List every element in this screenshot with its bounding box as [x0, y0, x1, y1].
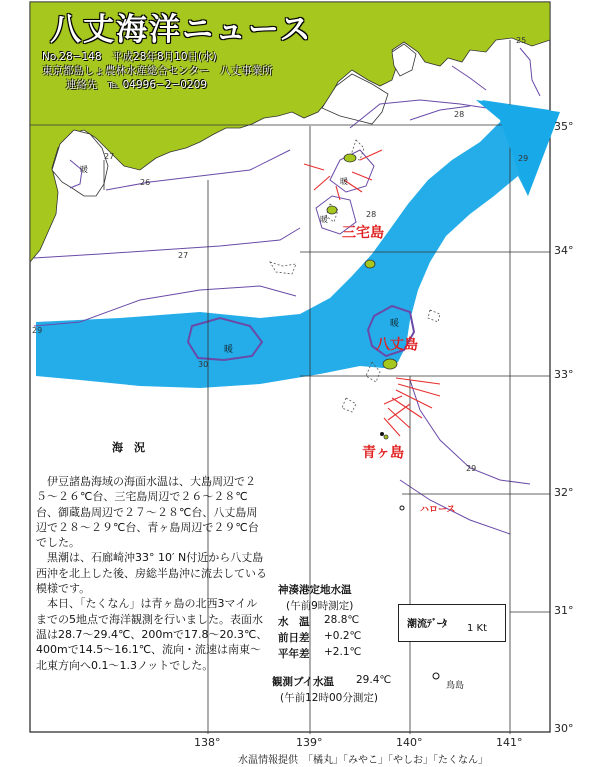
- isotherm-label: 27: [104, 152, 115, 161]
- org-line: 東京都島しょ農林水産総合センター 八丈事業所: [42, 65, 273, 77]
- data-credit: 水温情報提供 「橘丸」「みやこ」「やしお」「たくなん」: [238, 755, 488, 766]
- prev-day-label: 前日差: [278, 632, 310, 644]
- isotherm-label: 30: [198, 360, 209, 369]
- lat-tick-34: 34°: [554, 244, 574, 257]
- isotherm-label: 29: [466, 464, 477, 473]
- report-paragraph: 黒潮は、石廊崎沖33° 10′ N付近から八丈島西沖を北上した後、房総半島沖に流去している模様です。: [36, 551, 267, 596]
- isotherm-label: 28: [366, 210, 377, 219]
- label-hachijo: 八丈島: [376, 337, 418, 353]
- lon-tick-141: 141°: [496, 736, 523, 749]
- report-text: [36, 474, 268, 673]
- lat-tick-35: 35°: [554, 120, 574, 133]
- normal-label: 平年差: [278, 648, 310, 660]
- isotherm-label: 25: [516, 36, 527, 45]
- isotherm-label: 27: [178, 251, 189, 260]
- report-paragraph: 本日、「たくなん」は青ヶ島の北西3マイルまでの5地点で海洋観測を行いました。表面水温は28.7〜29.4℃、200mで17.8〜20.3℃、400mで14.5〜16.1℃、流向・流速は南東〜北東方向へ0.1〜1.3ノットでした。: [36, 597, 268, 672]
- lat-tick-31: 31°: [554, 604, 574, 617]
- normal-value: +2.1℃: [324, 646, 362, 658]
- page-title: 八丈海洋ニュース: [50, 12, 313, 48]
- warm-marker: 暖: [224, 345, 234, 355]
- buoy-value: 29.4℃: [356, 674, 392, 686]
- warm-marker: 暖: [80, 165, 88, 174]
- legend-label: 潮流ﾃﾞｰﾀ: [407, 619, 447, 630]
- isotherm-label: 29: [518, 154, 529, 163]
- contact-line: 連絡先 ℡ 04996−2−0209: [66, 79, 208, 91]
- lat-tick-32: 32°: [554, 486, 574, 499]
- lat-tick-33: 33°: [554, 368, 574, 381]
- issue-line: No.28−148 平成28年8月10日(水): [42, 51, 217, 63]
- kaminato-time: (午前9時測定): [286, 600, 354, 612]
- isotherm-label: 29: [32, 326, 43, 335]
- warm-marker: 暖: [390, 319, 400, 329]
- label-torishima: 鳥島: [446, 681, 465, 691]
- buoy-marker: [380, 432, 384, 436]
- torishima-marker: [433, 673, 439, 679]
- isotherm-label: 26: [140, 178, 151, 187]
- lon-tick-138: 138°: [194, 736, 221, 749]
- report-paragraph: 伊豆諸島海域の海面水温は、大島周辺で２５〜２６℃台、三宅島周辺で２６〜２８℃台、御蔵島周辺で２７〜２８℃台、八丈島周辺で２８〜２９℃台、青ヶ島周辺で２９℃台でした。: [36, 475, 259, 550]
- buoy-time: (午前12時00分測定): [280, 692, 378, 704]
- kaminato-title: 神湊港定地水温: [278, 584, 352, 596]
- isotherm-label: 28: [454, 110, 465, 119]
- current-legend: [398, 604, 506, 642]
- lon-tick-140: 140°: [396, 736, 423, 749]
- label-harose: ハロース: [420, 505, 456, 515]
- harose-marker: [400, 506, 404, 510]
- water-temp-value: 28.8℃: [324, 614, 360, 626]
- lat-tick-30: 30°: [554, 722, 574, 735]
- warm-marker: 暖: [320, 215, 328, 224]
- buoy-label: 観測ブイ水温: [272, 676, 335, 688]
- legend-scale: 1 Kt: [467, 623, 488, 634]
- label-aogashima: 青ヶ島: [362, 445, 404, 461]
- water-temp-label: 水 温: [278, 616, 310, 628]
- report-heading: 海 況: [112, 441, 145, 454]
- lon-tick-139: 139°: [296, 736, 323, 749]
- label-miyake: 三宅島: [342, 225, 384, 241]
- warm-marker: 暖: [340, 177, 348, 186]
- prev-day-value: +0.2℃: [324, 630, 362, 642]
